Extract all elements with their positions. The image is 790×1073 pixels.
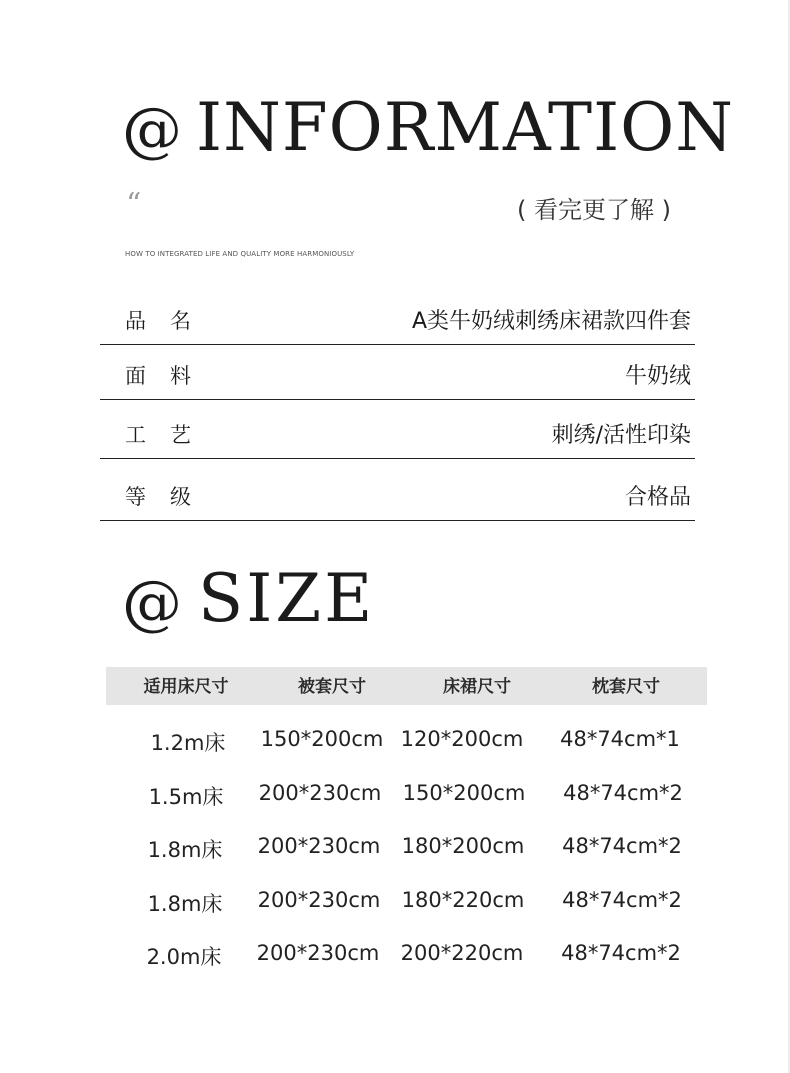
- table-cell: 48*74cm*2: [563, 780, 683, 805]
- tagline: HOW TO INTEGRATED LIFE AND QUALITY MORE HARMONIOUSLY: [125, 250, 355, 258]
- column-header: 被套尺寸: [298, 677, 366, 697]
- column-header: 床裙尺寸: [443, 677, 511, 697]
- info-label: 等级: [125, 485, 215, 509]
- info-label: 面料: [125, 364, 215, 388]
- table-cell: 48*74cm*2: [562, 834, 682, 858]
- table-cell: 120*200cm: [400, 727, 524, 751]
- table-cell: 200*220cm: [400, 941, 524, 965]
- info-label: 工艺: [125, 423, 215, 447]
- info-value: A类牛奶绒刺绣床裙款四件套: [411, 309, 691, 334]
- table-cell: 200*230cm: [257, 834, 381, 858]
- info-row-craft: [100, 399, 695, 459]
- info-row-name: [100, 300, 695, 345]
- size-table-header: [106, 667, 707, 705]
- table-row: [106, 919, 707, 973]
- table-cell: 180*220cm: [401, 887, 525, 912]
- table-cell: 200*230cm: [257, 887, 381, 912]
- table-row: [106, 705, 707, 759]
- table-cell: 1.5m床: [148, 784, 224, 809]
- table-cell: 180*200cm: [401, 834, 525, 858]
- column-header: 适用床尺寸: [143, 677, 229, 697]
- info-value: 合格品: [624, 485, 691, 510]
- size-table: [106, 667, 707, 973]
- table-cell: 1.2m床: [150, 731, 226, 755]
- read-more-hint: ( 看完更了解 ): [517, 196, 671, 224]
- table-cell: 200*230cm: [256, 941, 380, 965]
- table-cell: 150*200cm: [402, 780, 526, 805]
- table-cell: 1.8m床: [147, 891, 223, 916]
- table-row: [106, 866, 707, 920]
- table-cell: 48*74cm*2: [562, 887, 682, 912]
- info-value: 刺绣/活性印染: [551, 423, 691, 448]
- info-row-grade: [100, 458, 695, 521]
- table-cell: 2.0m床: [146, 945, 222, 969]
- info-row-fabric: [100, 344, 695, 400]
- information-heading: INFORMATION: [196, 89, 735, 166]
- table-cell: 48*74cm*2: [561, 941, 681, 965]
- table-cell: 200*230cm: [258, 780, 382, 805]
- table-cell: 48*74cm*1: [560, 727, 680, 751]
- size-heading: SIZE: [198, 560, 376, 637]
- column-header: 枕套尺寸: [592, 677, 660, 697]
- size-at-symbol: @: [122, 568, 182, 638]
- info-value: 牛奶绒: [624, 364, 691, 389]
- table-cell: 150*200cm: [260, 727, 384, 751]
- table-row: [106, 812, 707, 866]
- quote-mark-icon: “: [126, 187, 142, 222]
- info-label: 品名: [125, 309, 215, 333]
- table-row: [106, 759, 707, 813]
- information-at-symbol: @: [122, 95, 182, 165]
- table-cell: 1.8m床: [147, 838, 223, 862]
